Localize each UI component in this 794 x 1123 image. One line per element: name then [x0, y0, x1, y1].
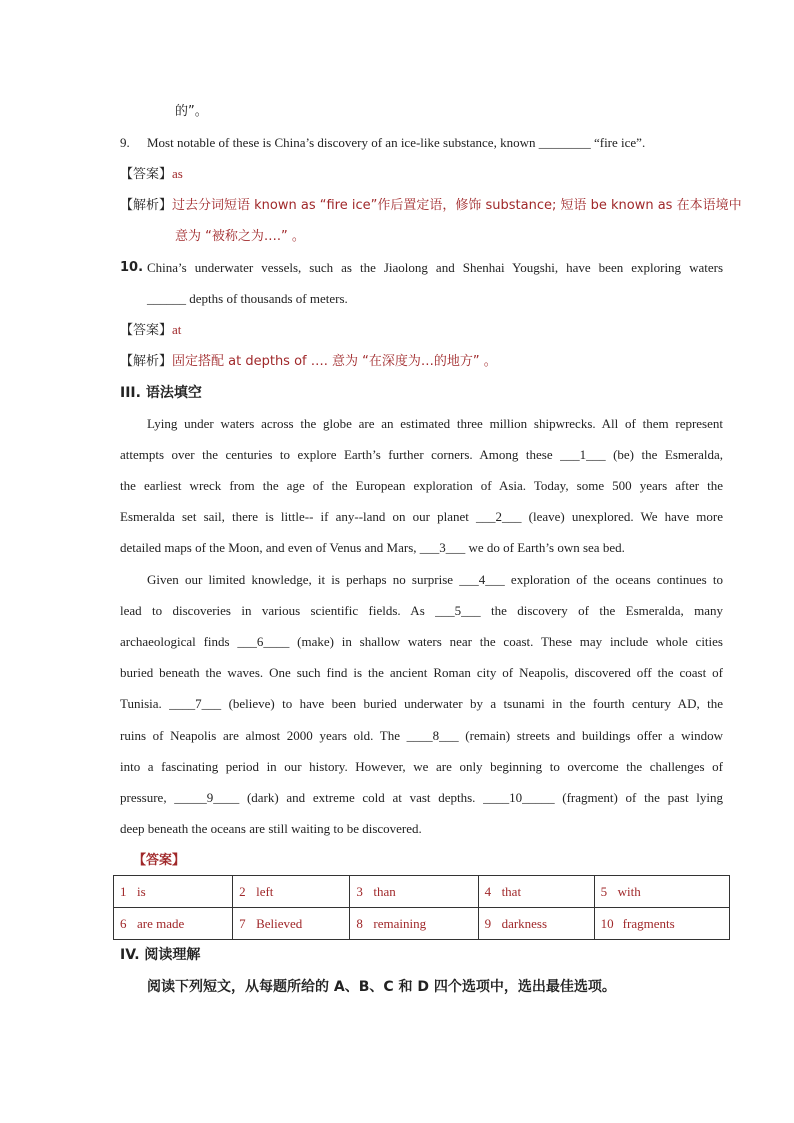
- answer-label: 【答案】: [133, 853, 186, 868]
- answer-word: darkness: [501, 915, 548, 931]
- passage-line: Tunisia. ____7___ (believe) to have been buried underwater by a tsunami in the fourth century AD, the: [120, 696, 723, 711]
- answer-value: as: [172, 166, 183, 181]
- answer-number: 4: [484, 883, 492, 899]
- question-number: 9.: [120, 135, 130, 150]
- passage-line: Lying under waters across the globe are an estimated three million shipwrecks. All of them represent: [147, 416, 723, 431]
- answer-number: 3: [356, 883, 363, 899]
- answer-line: [120, 165, 183, 184]
- table-cell: [478, 876, 594, 908]
- table-cell: [350, 876, 478, 908]
- passage-line: Given our limited knowledge, it is perhaps no surprise ___4___ exploration of the oceans continues to: [147, 572, 723, 587]
- table-cell: [350, 908, 478, 940]
- answer-number: 5: [600, 883, 608, 899]
- answer-table: [113, 875, 730, 940]
- passage-line: pressure, _____9____ (dark) and extreme cold at vast depths. ____10_____ (fragment) of the past lying: [120, 790, 723, 805]
- passage-line: into a fascinating period in our history. However, we are only beginning to overcome the challenges of: [120, 759, 723, 774]
- table-cell: [594, 908, 729, 940]
- table-cell: [594, 876, 729, 908]
- section-instruction: 阅读下列短文，从每题所给的 A、B、C 和 D 四个选项中，选出最佳选项。: [147, 979, 616, 995]
- analysis-text: 固定搭配 at depths of …. 意为 “在深度为…的地方” 。: [172, 354, 497, 369]
- analysis-label: 【解析】: [120, 354, 173, 369]
- table-cell: [233, 908, 350, 940]
- answer-number: 7: [239, 915, 246, 931]
- table-cell: [478, 908, 594, 940]
- table-cell: [114, 876, 233, 908]
- answer-number: 9: [484, 915, 492, 931]
- table-cell: [233, 876, 350, 908]
- question-number: 10.: [120, 260, 144, 275]
- question-text-cont: ______ depths of thousands of meters.: [147, 291, 348, 306]
- passage-line: archaeological finds ___6____ (make) in shallow waters near the coast. These may include whole cities: [120, 634, 723, 649]
- answer-number: 8: [356, 915, 363, 931]
- passage-line: the earliest wreck from the age of the European exploration of Asia. Today, some 500 years after the: [120, 478, 723, 493]
- analysis-text-cont: 意为 “被称之为….” 。: [175, 229, 305, 244]
- answer-number: 1: [120, 883, 127, 899]
- answer-word: is: [137, 883, 146, 899]
- passage-line: ruins of Neapolis are almost 2000 years old. The ____8___ (remain) streets and buildings offer a window: [120, 728, 723, 743]
- analysis-label: 【解析】: [120, 198, 173, 213]
- table-cell: [114, 908, 233, 940]
- answer-word: are made: [137, 915, 185, 931]
- answer-word: Believed: [256, 915, 303, 931]
- passage-line: buried beneath the waves. One such find is the ancient Roman city of Neapolis, discovered off the coast of: [120, 665, 723, 680]
- section-heading: IV. 阅读理解: [120, 947, 201, 963]
- answer-word: with: [617, 883, 641, 899]
- answer-label: 【答案】: [120, 167, 173, 182]
- passage-line: attempts over the centuries to explore Earth’s further corners. Among these ___1___ (be) the Esmeralda,: [120, 447, 723, 462]
- table-row: [114, 876, 730, 908]
- answer-label: 【答案】: [120, 323, 173, 338]
- table-row: [114, 908, 730, 940]
- continued-text: 的”。: [175, 104, 208, 119]
- answer-number: 10: [600, 915, 614, 931]
- answer-number: 2: [239, 883, 246, 899]
- answer-value: at: [172, 322, 182, 337]
- question-text: China’s underwater vessels, such as the Jiaolong and Shenhai Yougshi, have been exploring waters: [147, 260, 723, 275]
- answer-number: 6: [120, 915, 127, 931]
- question-text: Most notable of these is China’s discovery of an ice-like substance, known ________ “fire ice”.: [147, 135, 646, 150]
- analysis-text: 过去分词短语 known as “fire ice”作后置定语，修饰 substance; 短语 be known as 在本语境中: [172, 198, 742, 213]
- analysis-line: [120, 352, 497, 371]
- passage-line: Esmeralda set sail, there is little-- if any--land on our planet ___2___ (leave) unexplored. We have more: [120, 509, 723, 524]
- analysis-line: [120, 196, 742, 215]
- answer-word: left: [256, 883, 274, 899]
- passage-line: lead to discoveries in various scientific fields. As ___5___ the discovery of the Esmeralda, many: [120, 603, 723, 618]
- answer-word: that: [501, 883, 522, 899]
- answer-word: remaining: [373, 915, 427, 931]
- answer-word: than: [373, 883, 396, 899]
- answer-line: [120, 321, 181, 340]
- section-heading: III. 语法填空: [120, 385, 202, 401]
- passage-line: detailed maps of the Moon, and even of Venus and Mars, ___3___ we do of Earth’s own sea bed.: [120, 540, 625, 555]
- passage-line: deep beneath the oceans are still waiting to be discovered.: [120, 821, 422, 836]
- answer-word: fragments: [622, 915, 675, 931]
